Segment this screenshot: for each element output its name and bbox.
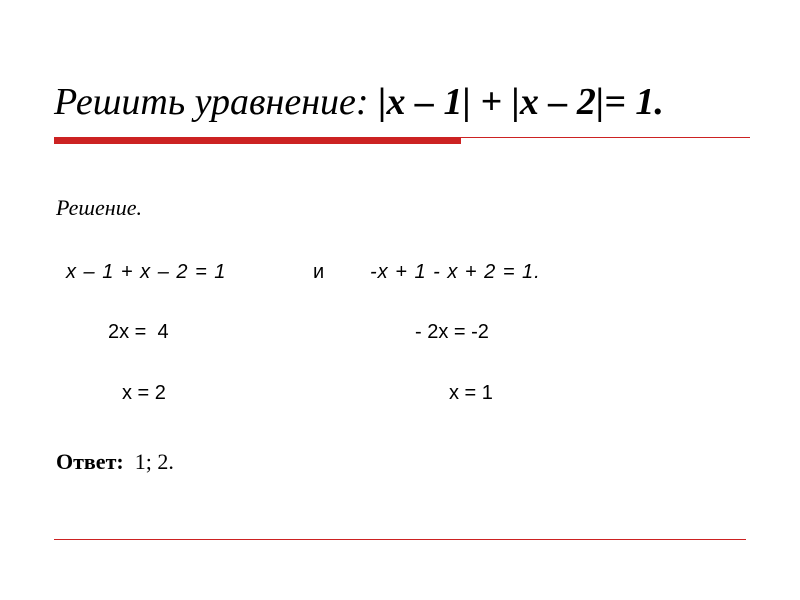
case-connector: и xyxy=(313,261,325,283)
slide-title xyxy=(54,82,664,124)
case1-result: x = 2 xyxy=(122,382,166,404)
title-equation: |x – 1| + |x – 2|= 1. xyxy=(378,81,664,123)
title-prefix: Решить уравнение: xyxy=(54,81,379,123)
case1-step: 2x = 4 xyxy=(108,321,169,343)
answer-label: Ответ: xyxy=(56,449,124,474)
title-underline-accent xyxy=(54,137,461,144)
case2-step: - 2x = -2 xyxy=(415,321,489,343)
case1-equation: x – 1 + x – 2 = 1 xyxy=(66,261,227,283)
answer-value: 1; 2. xyxy=(134,449,174,474)
case2-result: x = 1 xyxy=(449,382,493,404)
case2-equation: -x + 1 - x + 2 = 1. xyxy=(370,261,541,283)
answer xyxy=(56,449,174,475)
solution-label: Решение. xyxy=(56,195,142,220)
footer-rule xyxy=(54,539,746,540)
